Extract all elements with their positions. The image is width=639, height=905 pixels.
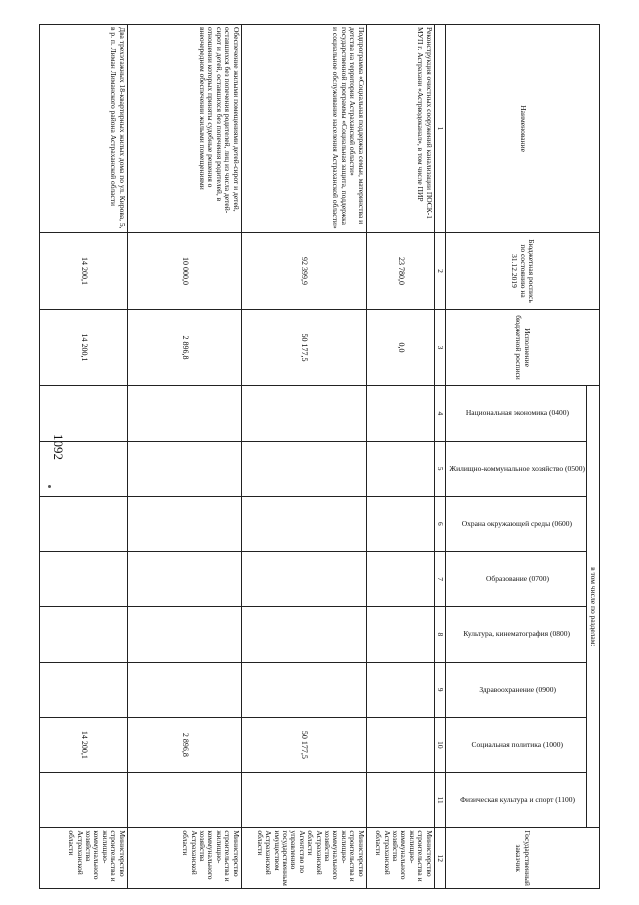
row-section-0600: [39, 496, 127, 551]
row-section-0700: [241, 552, 366, 607]
row-budget: 23 780,0: [366, 233, 434, 310]
row-name: Два трехэтажных 18-квартирных жилых дома по ул. Кирова, 5, в р. п. Лиман Лиманского района Астраханской области: [39, 25, 127, 233]
table-row: [127, 25, 241, 889]
row-section-0700: [366, 552, 434, 607]
row-section-0600: [366, 496, 434, 551]
column-number: 2: [434, 233, 445, 310]
row-section-0400: [127, 386, 241, 441]
row-section-0900: [241, 662, 366, 717]
budget-table: [39, 24, 600, 889]
row-customer: Министерство строительства и жилищно-коммунального хозяйства Астраханской области: [127, 828, 241, 889]
header-section-0500: Жилищно-коммунальное хозяйство (0500): [445, 441, 586, 496]
column-number: 11: [434, 773, 445, 828]
row-section-0800: [127, 607, 241, 662]
row-budget: 14 200,1: [39, 233, 127, 310]
header-budget-list: Бюджетная роспись по состоянию на 31.12.2019: [445, 233, 599, 310]
column-number: 6: [434, 496, 445, 551]
header-customer: Государственный заказчик: [445, 828, 599, 889]
column-number: 8: [434, 607, 445, 662]
page-number: 1092: [51, 434, 66, 460]
row-section-1100: [241, 773, 366, 828]
table-row: [241, 25, 366, 889]
header-section-1000: Социальная политика (1000): [445, 717, 586, 772]
column-number: 3: [434, 309, 445, 386]
row-execution: 14 200,1: [39, 309, 127, 386]
column-number-row: [434, 25, 445, 889]
row-section-1100: [39, 773, 127, 828]
column-number: 9: [434, 662, 445, 717]
header-execution: Исполнение бюджетной росписи: [445, 309, 599, 386]
row-customer: Министерство строительства и жилищно-коммунального хозяйства Астраханской области: [366, 828, 434, 889]
header-section-0900: Здравоохранение (0900): [445, 662, 586, 717]
column-number: 7: [434, 552, 445, 607]
row-section-0800: [241, 607, 366, 662]
row-section-1000: 2 896,8: [127, 717, 241, 772]
row-section-1100: [366, 773, 434, 828]
header-section-0400: Национальная экономика (0400): [445, 386, 586, 441]
table-row: [366, 25, 434, 889]
header-section-0800: Культура, кинематография (0800): [445, 607, 586, 662]
row-section-0700: [127, 552, 241, 607]
row-section-0600: [241, 496, 366, 551]
row-section-1000: 14 200,1: [39, 717, 127, 772]
column-number: 1: [434, 25, 445, 233]
row-section-1000: [366, 717, 434, 772]
row-customer: Министерство строительства и жилищно-коммунального хозяйства Астраханской области: [39, 828, 127, 889]
header-group-row: [587, 25, 600, 889]
row-section-1100: [127, 773, 241, 828]
row-budget: 92 399,9: [241, 233, 366, 310]
table-row: [39, 25, 127, 889]
row-section-0500: [39, 441, 127, 496]
row-section-0800: [39, 607, 127, 662]
header-section-1100: Физическая культура и спорт (1100): [445, 773, 586, 828]
column-number: 5: [434, 441, 445, 496]
header-section-0700: Образование (0700): [445, 552, 586, 607]
row-section-0500: [366, 441, 434, 496]
row-budget: 10 000,0: [127, 233, 241, 310]
row-execution: 50 177,5: [241, 309, 366, 386]
row-execution: 2 896,8: [127, 309, 241, 386]
row-customer: Министерство строительства и жилищно-коммунального хозяйства Астраханской области Агентство по управлению государственным имуществом Астраханской области: [241, 828, 366, 889]
column-number: 4: [434, 386, 445, 441]
row-section-0900: [366, 662, 434, 717]
row-section-0900: [39, 662, 127, 717]
row-section-0500: [241, 441, 366, 496]
row-execution: 0,0: [366, 309, 434, 386]
row-section-0600: [127, 496, 241, 551]
row-section-0800: [366, 607, 434, 662]
row-section-1000: 50 177,5: [241, 717, 366, 772]
row-section-0700: [39, 552, 127, 607]
header-name: Наименование: [445, 25, 599, 233]
column-number: 12: [434, 828, 445, 889]
row-name: Реконструкция очистных сооружений канализации ПОСК-1 МУП г. Астрахани «Астрводоканал», в том числе ПИР: [366, 25, 434, 233]
rotated-table-wrapper: [68, 24, 600, 889]
row-section-0400: [39, 386, 127, 441]
row-section-0400: [366, 386, 434, 441]
row-section-0900: [127, 662, 241, 717]
header-by-sections: в том числе по разделам:: [587, 386, 600, 828]
row-section-0500: [127, 441, 241, 496]
column-number: 10: [434, 717, 445, 772]
header-section-0600: Охрана окружающей среды (0600): [445, 496, 586, 551]
row-name: Обеспечение жилыми помещениями детей-сирот и детей, оставшихся без попечения родителей, лиц из числа детей-сирот и детей, оставшихся без попечения родителей, в отношении которых приняты судебные решения о внеочередном обеспечении жилыми помещениями: [127, 25, 241, 233]
row-name: Подпрограмма «Социальная поддержка семьи, материнства и детства на территории Астраханской области» государственной программы «Социальная защита, поддержка и социальное обслуживание населения Астраханской области»: [241, 25, 366, 233]
row-section-0400: [241, 386, 366, 441]
